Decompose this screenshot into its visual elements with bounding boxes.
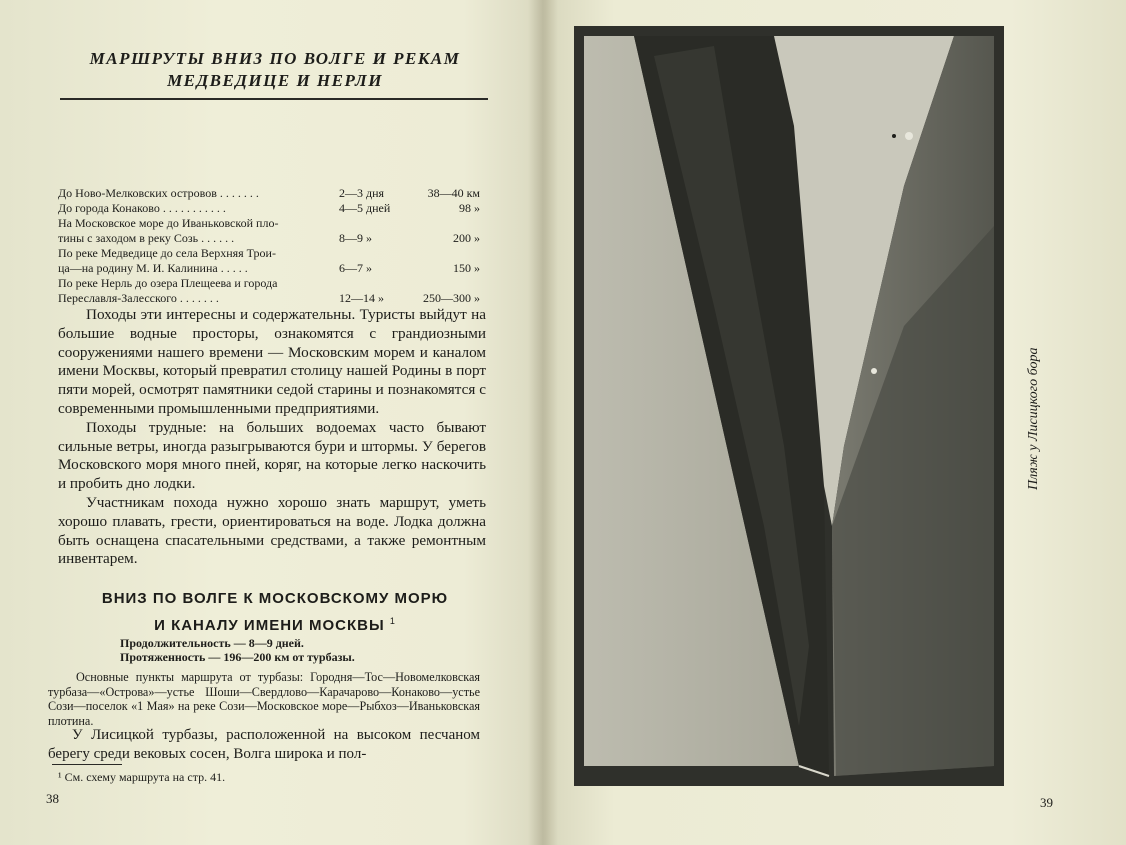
route-days: 12—14 »: [339, 291, 384, 305]
page-number-left: 38: [46, 791, 59, 806]
photo-image: [574, 26, 1004, 786]
route-name: тины с заходом в реку Созь . . . . . .: [58, 231, 235, 245]
book-gutter: [528, 0, 558, 845]
section-title-text: И КАНАЛУ ИМЕНИ МОСКВЫ: [154, 617, 385, 634]
routes-table: [58, 186, 488, 306]
route-name: ца—на родину М. И. Калинина . . . . .: [58, 261, 248, 275]
header-line-2: МЕДВЕДИЦЕ И НЕРЛИ: [167, 71, 383, 90]
route-name: Переславля-Залесского . . . . . . .: [58, 291, 219, 305]
route-name: До города Конаково . . . . . . . . . . .: [58, 201, 226, 215]
route-days: 2—3 дня: [339, 186, 385, 200]
landscape-photo: [574, 26, 1004, 786]
page-number-right: 39: [1040, 795, 1053, 810]
footnote-rule: [52, 764, 122, 765]
route-distance: 98 »: [459, 201, 480, 215]
route-distance: 250—300 »: [423, 291, 480, 305]
route-row: [58, 246, 488, 261]
route-row: [58, 216, 488, 231]
points-text: Основные пункты маршрута от турбазы: Городня—Тос—Новомелковская турбаза—«Острова»—устье Шоши—Свердлово—Карачарово—Конаково—устье Сози—поселок «1 Мая» на реке Сози—Московское море—Рыбхоз—Иваньковская плотина.: [48, 670, 480, 728]
route-distance: 38—40 км: [427, 186, 480, 200]
route-days: 6—7 »: [339, 261, 372, 275]
photo-caption: [1012, 320, 1042, 490]
route-days: 8—9 »: [339, 231, 372, 245]
paragraph: Походы трудные: на больших водоемах часто бывают сильные ветры, иногда разыгрываются бури и штормы. У берегов Московского моря много пней, коряг, на которые легко наскочить и пробить дно лодки.: [58, 418, 486, 493]
footnote-mark: 1: [389, 616, 396, 626]
route-distance: 200 »: [453, 231, 480, 245]
header-rule: [60, 98, 488, 100]
route-name: По реке Медведице до села Верхняя Трои-: [58, 246, 276, 260]
route-distance: 150 »: [453, 261, 480, 275]
section-title-line-1: ВНИЗ ПО ВОЛГЕ К МОСКОВСКОМУ МОРЮ: [101, 590, 449, 607]
route-row: [58, 261, 488, 276]
route-name: До Ново-Мелковских островов . . . . . . .: [58, 186, 259, 200]
route-days: 4—5 дней: [339, 201, 391, 215]
route-points: [48, 670, 480, 728]
footnote: ¹ См. схему маршрута на стр. 41.: [58, 770, 226, 784]
route-row: [58, 186, 488, 201]
route-row: [58, 276, 488, 291]
paragraph: Участникам похода нужно хорошо знать маршрут, уметь хорошо плавать, грести, ориентироваться на воде. Лодка должна быть оснащена спасательными средствами, а также ремонтным инвентарем.: [58, 493, 486, 568]
route-row: [58, 291, 488, 306]
route-meta: [120, 636, 450, 664]
section-title-line-2: [60, 610, 490, 637]
route-name: На Московское море до Иваньковской пло-: [58, 216, 279, 230]
section-title: [60, 588, 490, 637]
header-line-1: МАРШРУТЫ ВНИЗ ПО ВОЛГЕ И РЕКАМ: [89, 49, 461, 68]
caption-text: Пляж у Лисицкого бора: [1026, 347, 1041, 490]
page-header: [60, 48, 490, 92]
body-text: [58, 306, 486, 569]
continuation-text: [48, 726, 480, 763]
duration-line: Продолжительность — 8—9 дней.: [120, 636, 304, 650]
route-row: [58, 231, 488, 246]
paragraph: Походы эти интересны и содержательны. Туристы выйдут на большие водные просторы, ознакомятся с грандиозными сооружениями нашего времени — Московским морем и каналом имени Москвы, который превратил столицу нашей Родины в порт пяти морей, осмотрят памятники седой старины и познакомятся с современными промышленными предприятиями.: [58, 306, 486, 417]
route-name: По реке Нерль до озера Плещеева и города: [58, 276, 278, 290]
length-line: Протяженность — 196—200 км от турбазы.: [120, 650, 355, 664]
tail-paragraph: У Лисицкой турбазы, расположенной на высоком песчаном берегу среди вековых сосен, Волга широка и пол-: [48, 727, 480, 762]
route-row: [58, 201, 488, 216]
